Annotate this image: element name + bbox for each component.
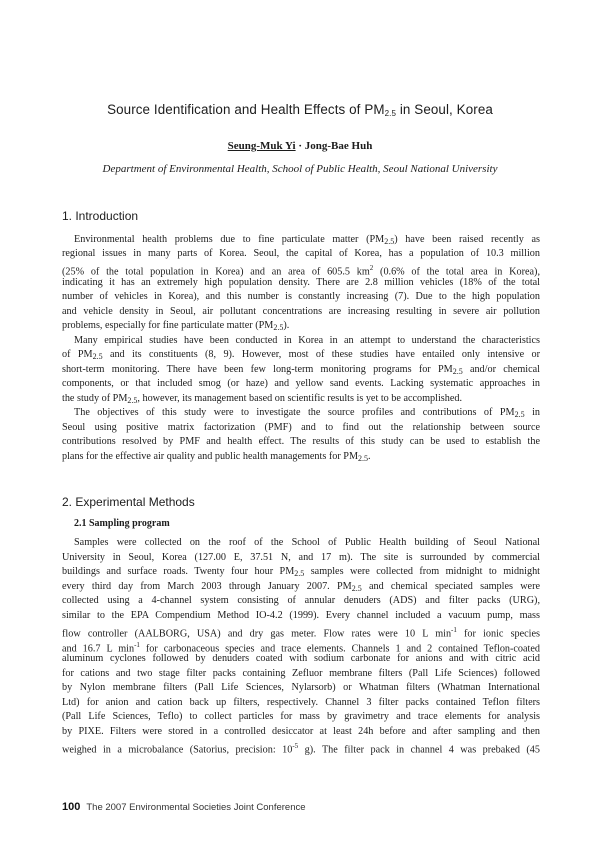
- section-heading-methods: 2. Experimental Methods: [62, 495, 195, 509]
- page-footer: [62, 801, 306, 813]
- body-text-line: plans for the effective air quality and public health managements for $PM_{2.5}$.: [62, 451, 371, 463]
- body-text-line: flow controller (AALBORG, USA) and dry gas meter. Flow rates were 10 L $\min^{-1}$ for ionic species: [62, 626, 541, 640]
- body-text-line: weighed in a microbalance (Satorius, precision: $10^{-5}$ g). The filter pack in channel 4 was prebaked (45: [62, 742, 540, 756]
- author-line: [0, 140, 600, 152]
- body-text-line: University in Seoul, Korea (127.00 E, 37.51 N, and 17 m). The site is surrounded by commercial: [62, 552, 540, 563]
- body-text-line: number of vehicles in Korea), and this number is constantly increasing (7). Due to the high population: [62, 291, 540, 302]
- body-text-line: and 16.7 L $\min^{-1}$ for carbonaceous species and trace elements. Channels 1 and 2 contained Teflon-coated: [62, 641, 540, 655]
- body-text-line: Many empirical studies have been conducted in Korea in an attempt to understand the characteristics: [74, 335, 540, 346]
- paper-title: [0, 102, 600, 118]
- author-2: Jong-Bae Huh: [304, 140, 373, 152]
- body-text-line: by PIXE. Filters were stored in a controlled desiccator at least 24h before and after sampling and then: [62, 726, 540, 737]
- body-text-line: Samples were collected on the roof of the School of Public Health building of Seoul National: [74, 537, 540, 548]
- body-text-line: Seoul using positive matrix factorization (PMF) and to find out the relationship between source: [62, 422, 540, 433]
- title-tail: in Seoul, Korea: [396, 102, 493, 117]
- body-text-line: every third day from March 2003 through January 2007. $PM_{2.5}$ and chemical speciated samples were: [62, 581, 540, 593]
- author-separator: ·: [295, 140, 305, 152]
- body-text-line: collected using a 4-channel system consisting of annular denuders (ADS) and filter packs (URG),: [62, 595, 540, 606]
- body-text-line: Environmental health problems due to fine particulate matter $(PM_{2.5})$ have been raised recently as: [74, 234, 540, 246]
- body-text-line: The objectives of this study were to investigate the source profiles and contributions of $PM_{2.5}$ in: [74, 407, 540, 419]
- body-text-line: components, or that included smog (or haze) and yellow sand events. Lacking systematic approaches in: [62, 378, 540, 389]
- title-subscript: 2.5: [384, 109, 397, 118]
- body-text-line: the study of $PM_{2.5}$, however, its management based on scientific results is yet to be accomplished.: [62, 393, 463, 405]
- body-text-line: contributions resolved by PMF and health effect. The results of this study can be used to establish the: [62, 436, 540, 447]
- body-text-line: of $PM_{2.5}$ and its constituents (8, 9). However, most of these studies have entailed only intensive or: [62, 349, 540, 361]
- title-text: Source Identification and Health Effects of PM: [107, 102, 385, 117]
- body-text-line: problems, especially for fine particulate matter $(PM_{2.5})$.: [62, 320, 290, 332]
- body-text-line: aluminum cyclones followed by denuders coated with sodium carbonate for anions and with citric acid: [62, 653, 540, 664]
- body-text-line: short-term monitoring. There have been few long-term monitoring programs for $PM_{2.5}$ and/or chemical: [62, 364, 540, 376]
- body-text-line: (Pall Life Sciences, Teflo) to collect particles for mass by gravimetry and trace elements for analysis: [62, 711, 540, 722]
- body-text-line: similar to the EPA Compendium Method IO-4.2 (1999). Every channel included a vacuum pump, mass: [62, 610, 540, 621]
- body-text-line: indicating it has an extremely high population density. There are 2.8 million vehicles (18% of the total: [62, 277, 540, 288]
- section-heading-introduction: 1. Introduction: [62, 209, 139, 223]
- body-text-line: and vehicle density in Seoul, air pollutant concentrations are increasing resulting in severe air pollution: [62, 306, 540, 317]
- body-text-line: for cations and two stage filter packs containing Zefluor membrane filters (Pall Life Sciences) followed: [62, 668, 540, 679]
- body-text-line: buildings and surface roads. Twenty four hour $PM_{2.5}$ samples were collected from midnight to midnight: [62, 566, 540, 578]
- body-text-line: by Nylon membrane filters (Pall Life Sciences, Nylarsorb) or Whatman filters (Whatman International: [62, 682, 540, 693]
- author-1: Seung-Muk Yi: [227, 140, 296, 152]
- subsection-heading-sampling: 2.1 Sampling program: [74, 518, 170, 529]
- body-text-line: regional issues in many parts of Korea. Seoul, the capital of Korea, has a population of 10.3 million: [62, 248, 540, 259]
- body-text-line: Ltd) for anion and cation back up filters, respectively. Channel 3 filter packs contained Teflon filters: [62, 697, 540, 708]
- page-number: 100: [62, 801, 81, 813]
- body-text-line: (25% of the total population in Korea) and an area of 605.5 $km^2$ (0.6% of the total area in Korea),: [62, 264, 540, 278]
- affiliation: Department of Environmental Health, School of Public Health, Seoul National University: [102, 163, 498, 175]
- conference-name: The 2007 Environmental Societies Joint Conference: [86, 802, 306, 813]
